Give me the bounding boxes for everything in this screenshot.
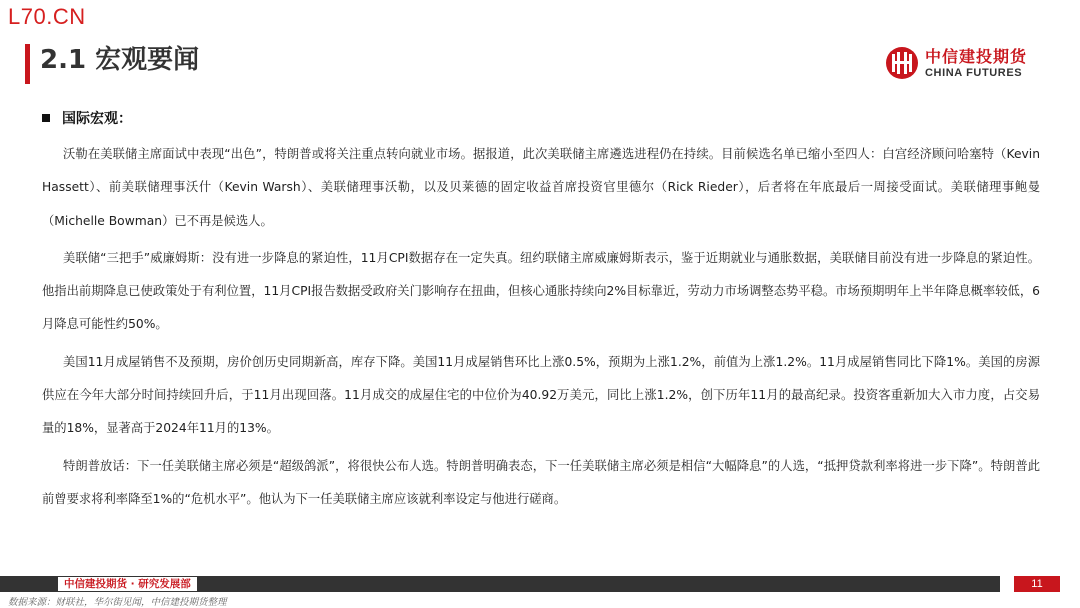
section-heading-text: 国际宏观： (62, 111, 132, 127)
title-accent-bar (25, 44, 30, 84)
page-title: 2.1 宏观要闻 (40, 45, 200, 75)
news-paragraph: 特朗普放话：下一任美联储主席必须是“超级鸽派”，将很快公布人选。特朗普明确表态，下一任美联储主席必须是相信“大幅降息”的人选，“抵押贷款利率将进一步下降”。特朗普此前曾要求将利率降至1%的“危机水平”。他认为下一任美联储主席应该就利率设定与他进行磋商。 (42, 458, 1040, 506)
company-logo (885, 46, 1060, 86)
logo-english-name: CHINA FUTURES (925, 67, 1023, 79)
watermark: L70.CN (8, 4, 86, 29)
section-heading (42, 108, 132, 128)
news-paragraph: 美联储“三把手”威廉姆斯：没有进一步降息的紧迫性，11月CPI数据存在一定失真。纽约联储主席威廉姆斯表示，鉴于近期就业与通胀数据，美联储目前没有进一步降息的紧迫性。他指出前期降息已使政策处于有利位置，11月CPI报告数据受政府关门影响存在扭曲，但核心通胀持续向2%目标靠近，劳动力市场调整态势平稳。市场预期明年上半年降息概率较低，6月降息可能性约50%。 (42, 250, 1040, 332)
logo-chinese-name: 中信建投期货 (925, 47, 1028, 66)
news-content (42, 138, 1040, 520)
square-bullet-icon (42, 114, 50, 122)
page-number: 11 (1014, 576, 1060, 592)
footer-department-label: 中信建投期货 · 研究发展部 (58, 577, 197, 591)
data-source-note: 数据来源：财联社，华尔街见闻，中信建投期货整理 (8, 597, 227, 608)
china-futures-logo-icon (885, 46, 919, 80)
news-paragraph: 美国11月成屋销售不及预期，房价创历史同期新高，库存下降。美国11月成屋销售环比上涨0.5%，预期为上涨1.2%，前值为上涨1.2%。11月成屋销售同比下降1%。美国的房源供应在今年大部分时间持续回升后，于11月出现回落。11月成交的成屋住宅的中位价为40.92万美元，同比上涨1.2%，创下历年11月的最高纪录。投资客重新加大入市力度，占交易量的18%，显著高于2024年11月的13%。 (42, 354, 1040, 436)
news-paragraph: 沃勒在美联储主席面试中表现“出色”，特朗普或将关注重点转向就业市场。据报道，此次美联储主席遴选进程仍在持续。目前候选名单已缩小至四人：白宫经济顾问哈塞特（Kevin Hassett）、前美联储理事沃什（Kevin Warsh）、美联储理事沃勒，以及贝莱德的固定收益首席投资官里德尔（Rick Rieder），后者将在年底最后一周接受面试。美联储理事鲍曼（Michelle Bowman）已不再是候选人。 (42, 147, 1040, 228)
